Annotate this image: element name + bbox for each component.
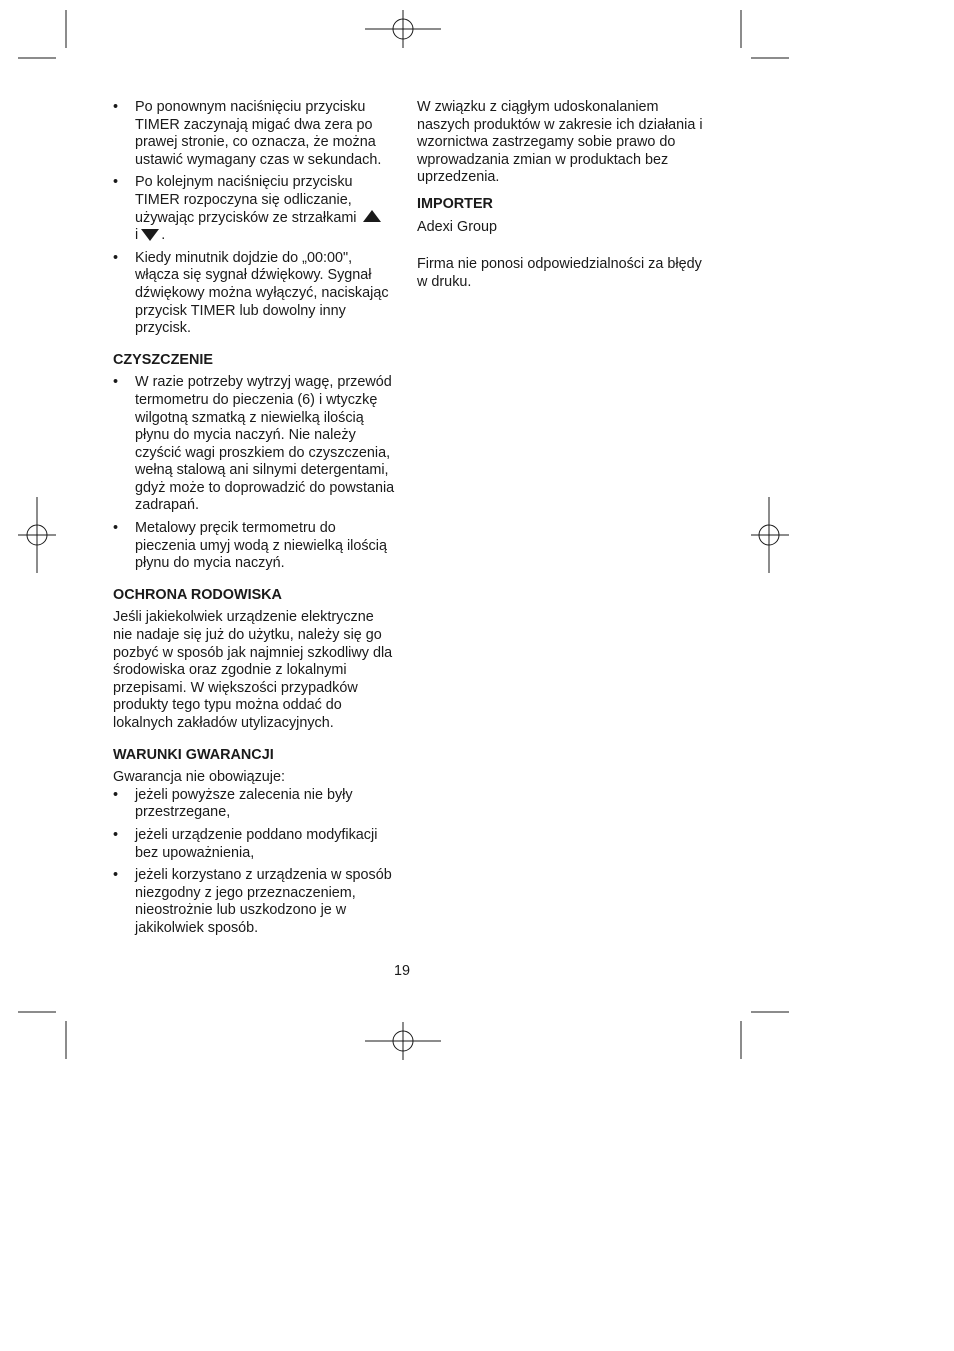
cleaning-section xyxy=(113,352,395,573)
environment-heading: OCHRONA RODOWISKA xyxy=(113,586,282,603)
list-item: • W razie potrzeby wytrzyj wagę, przewód termometru do pieczenia (6) i wtyczkę wilgotną szmatką z niewielką ilością płynu do mycia naczyń. Nie należy czyścić wagi proszkiem do czyszczenia, wełną stalową ani silnymi detergentami, gdyż może to doprowadzić do powstania zadrapań. xyxy=(113,374,395,515)
list-item: • Po ponownym naciśnięciu przycisku TIMER zaczynają migać dwa zera po prawej stronie, co oznacza, że można ustawić wymagany czas w sekundach. xyxy=(113,99,395,169)
product-change-notice: W związku z ciągłym udoskonalaniem naszych produktów w zakresie ich działania i wzornictwa zastrzegamy sobie prawo do wprowadzania zmian w produktach bez uprzedzenia. xyxy=(417,99,703,186)
right-column xyxy=(417,99,707,291)
list-item: • Metalowy pręcik termometru do pieczenia umyj wodą z niewielką ilością płynu do mycia naczyń. xyxy=(113,520,395,573)
list-item: • jeżeli urządzenie poddano modyfikacji bez upoważnienia, xyxy=(113,827,395,862)
importer-name: Adexi Group xyxy=(417,218,497,235)
cleaning-list xyxy=(113,374,395,573)
list-item: • jeżeli powyższe zalecenia nie były przestrzegane, xyxy=(113,787,395,822)
print-error-disclaimer: Firma nie ponosi odpowiedzialności za błędy w druku. xyxy=(417,256,702,290)
triangle-down-icon xyxy=(141,229,159,241)
environment-text: Jeśli jakiekolwiek urządzenie elektryczne nie nadaje się już do użytku, należy się go pozbyć w sposób jak najmniej szkodliwy dla środowiska oraz zgodnie z lokalnymi przepisami. W większości przypadków produkty tego typu można oddać do lokalnych zakładów utylizacyjnych. xyxy=(113,609,393,731)
warranty-intro: Gwarancja nie obowiązuje: xyxy=(113,769,285,786)
left-column xyxy=(113,99,395,943)
importer-heading: IMPORTER xyxy=(417,195,493,212)
cleaning-heading: CZYSZCZENIE xyxy=(113,351,213,368)
list-item: • Kiedy minutnik dojdzie do „00:00", włącza się sygnał dźwiękowy. Sygnał dźwiękowy można wyłączyć, naciskając przycisk TIMER lub dowolny inny przycisk. xyxy=(113,250,395,338)
timer-instructions-list xyxy=(113,99,395,338)
arrow-sentence-end: . xyxy=(161,227,166,244)
list-item: • jeżeli korzystano z urządzenia w sposób niezgodny z jego przeznaczeniem, nieostrożnie lub uszkodzono je w jakikolwiek sposób. xyxy=(113,867,395,937)
warranty-list xyxy=(113,787,395,938)
list-item: • Po kolejnym naciśnięciu przycisku TIMER rozpoczyna się odliczanie, używając przycisków ze strzałkami i . xyxy=(113,174,395,244)
arrow-conjunction: i xyxy=(135,227,139,244)
importer-section xyxy=(417,196,707,236)
environment-section xyxy=(113,587,395,733)
warranty-heading: WARUNKI GWARANCJI xyxy=(113,746,274,763)
page-number: 19 xyxy=(394,963,411,979)
warranty-section xyxy=(113,747,395,938)
triangle-up-icon xyxy=(363,210,381,222)
